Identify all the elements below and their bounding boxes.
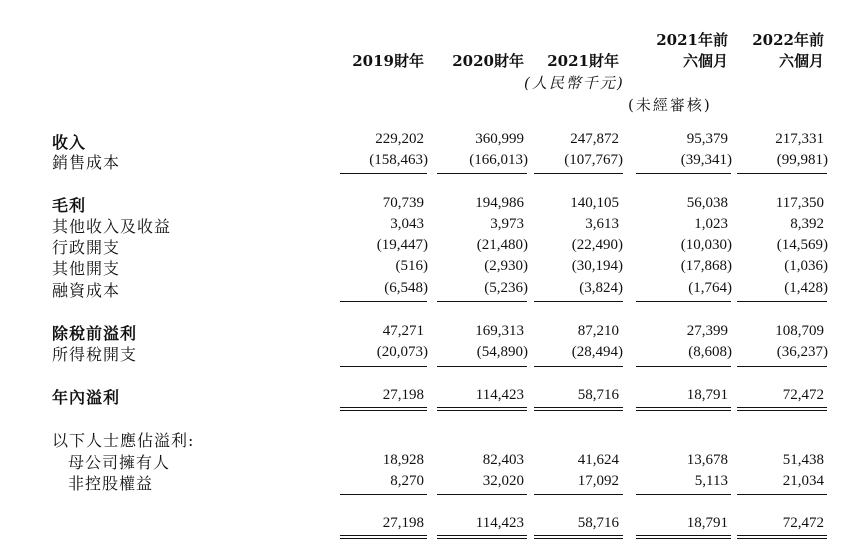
cell: (1,428) xyxy=(784,280,828,296)
cell: 114,423 xyxy=(475,387,524,403)
cell: (99,981) xyxy=(776,152,828,168)
cell: 140,105 xyxy=(570,195,619,211)
cell: 3,613 xyxy=(585,216,619,232)
rule xyxy=(340,173,427,174)
cell: 217,331 xyxy=(775,131,824,147)
double-rule xyxy=(636,535,731,536)
cell: (10,030) xyxy=(680,237,732,253)
double-rule xyxy=(534,538,623,539)
cell: 114,423 xyxy=(475,515,524,531)
cell: (36,237) xyxy=(776,344,828,360)
cell: 8,270 xyxy=(390,473,424,489)
double-rule xyxy=(737,407,827,408)
rule xyxy=(636,173,731,174)
rule xyxy=(437,173,527,174)
header-col-2021: 2021財年 xyxy=(547,52,619,70)
cell: 247,872 xyxy=(570,131,619,147)
header-col-2019: 2019財年 xyxy=(352,52,424,70)
rule xyxy=(534,366,623,367)
rule xyxy=(737,301,827,302)
row-label-other-expenses: 其他開支 xyxy=(52,259,121,278)
cell: 3,973 xyxy=(490,216,524,232)
row-label-non-controlling: 非控股權益 xyxy=(68,474,154,493)
rule xyxy=(737,366,827,367)
cell: (21,480) xyxy=(476,237,528,253)
cell: (19,447) xyxy=(376,237,428,253)
double-rule xyxy=(340,538,427,539)
cell: (28,494) xyxy=(571,344,623,360)
cell: (54,890) xyxy=(476,344,528,360)
header-col-2021h1-line1: 2021年前 xyxy=(656,31,728,49)
cell: 41,624 xyxy=(577,452,619,468)
cell: 18,791 xyxy=(686,515,728,531)
rule xyxy=(636,366,731,367)
cell: 194,986 xyxy=(475,195,524,211)
cell: 82,403 xyxy=(482,452,524,468)
row-label-attributable-to: 以下人士應佔溢利: xyxy=(52,431,195,450)
cell: (3,824) xyxy=(579,280,623,296)
cell: 58,716 xyxy=(577,515,619,531)
double-rule xyxy=(636,410,731,411)
cell: (166,013) xyxy=(469,152,528,168)
cell: 27,198 xyxy=(382,515,424,531)
double-rule xyxy=(437,538,527,539)
cell: (6,548) xyxy=(384,280,428,296)
cell: (14,569) xyxy=(776,237,828,253)
cell: 229,202 xyxy=(375,131,424,147)
header-col-2022h1-line2: 六個月 xyxy=(778,52,824,70)
double-rule xyxy=(340,407,427,408)
double-rule xyxy=(737,538,827,539)
cell: 5,113 xyxy=(694,473,728,489)
cell: 117,350 xyxy=(775,195,824,211)
double-rule xyxy=(636,538,731,539)
cell: 21,034 xyxy=(782,473,824,489)
cell: 108,709 xyxy=(775,323,824,339)
row-label-admin-expenses: 行政開支 xyxy=(52,238,121,257)
row-label-other-income: 其他收入及收益 xyxy=(52,217,172,236)
double-rule xyxy=(437,407,527,408)
rule xyxy=(340,494,427,495)
cell: 32,020 xyxy=(482,473,524,489)
cell: 87,210 xyxy=(577,323,619,339)
cell: (39,341) xyxy=(680,152,732,168)
double-rule xyxy=(437,410,527,411)
cell: 58,716 xyxy=(577,387,619,403)
rule xyxy=(340,301,427,302)
rule xyxy=(437,494,527,495)
cell: 1,023 xyxy=(694,216,728,232)
cell: 18,791 xyxy=(686,387,728,403)
cell: 27,198 xyxy=(382,387,424,403)
cell: 3,043 xyxy=(390,216,424,232)
cell: (17,868) xyxy=(680,258,732,274)
cell: (107,767) xyxy=(564,152,623,168)
cell: (158,463) xyxy=(369,152,428,168)
cell: (22,490) xyxy=(571,237,623,253)
cell: (1,036) xyxy=(784,258,828,274)
row-label-profit-for-year: 年內溢利 xyxy=(52,388,121,407)
row-label-profit-before-tax: 除稅前溢利 xyxy=(52,324,138,343)
cell: (5,236) xyxy=(484,280,528,296)
cell: 8,392 xyxy=(790,216,824,232)
cell: 95,379 xyxy=(686,131,728,147)
cell: 70,739 xyxy=(382,195,424,211)
cell: 27,399 xyxy=(686,323,728,339)
header-unit: (人民幣千元) xyxy=(524,74,625,92)
row-label-finance-costs: 融資成本 xyxy=(52,281,121,300)
double-rule xyxy=(534,410,623,411)
cell: 18,928 xyxy=(382,452,424,468)
rule xyxy=(737,173,827,174)
double-rule xyxy=(340,410,427,411)
cell: (2,930) xyxy=(484,258,528,274)
header-col-2020: 2020財年 xyxy=(452,52,524,70)
rule xyxy=(636,301,731,302)
cell: 17,092 xyxy=(577,473,619,489)
double-rule xyxy=(737,410,827,411)
double-rule xyxy=(437,535,527,536)
header-unaudited: (未經審核) xyxy=(628,96,712,114)
cell: 360,999 xyxy=(475,131,524,147)
double-rule xyxy=(636,407,731,408)
cell: (1,764) xyxy=(688,280,732,296)
rule xyxy=(636,494,731,495)
double-rule xyxy=(534,407,623,408)
header-col-2022h1-line1: 2022年前 xyxy=(752,31,824,49)
rule xyxy=(437,366,527,367)
double-rule xyxy=(534,535,623,536)
row-label-gross-profit: 毛利 xyxy=(52,196,87,215)
cell: 72,472 xyxy=(782,387,824,403)
cell: 72,472 xyxy=(782,515,824,531)
rule xyxy=(534,301,623,302)
cell: 13,678 xyxy=(686,452,728,468)
rule xyxy=(534,173,623,174)
cell: (516) xyxy=(395,258,428,274)
header-col-2021h1-line2: 六個月 xyxy=(682,52,728,70)
cell: (30,194) xyxy=(571,258,623,274)
double-rule xyxy=(737,535,827,536)
double-rule xyxy=(340,535,427,536)
rule xyxy=(437,301,527,302)
cell: 51,438 xyxy=(782,452,824,468)
rule xyxy=(340,366,427,367)
row-label-income-tax: 所得稅開支 xyxy=(52,345,138,364)
rule xyxy=(534,494,623,495)
row-label-cost-of-sales: 銷售成本 xyxy=(52,153,121,172)
row-label-owners-of-parent: 母公司擁有人 xyxy=(68,453,171,472)
cell: 169,313 xyxy=(475,323,524,339)
row-label-revenue: 收入 xyxy=(52,133,87,152)
rule xyxy=(737,494,827,495)
cell: 56,038 xyxy=(686,195,728,211)
cell: (20,073) xyxy=(376,344,428,360)
cell: (8,608) xyxy=(688,344,732,360)
cell: 47,271 xyxy=(382,323,424,339)
